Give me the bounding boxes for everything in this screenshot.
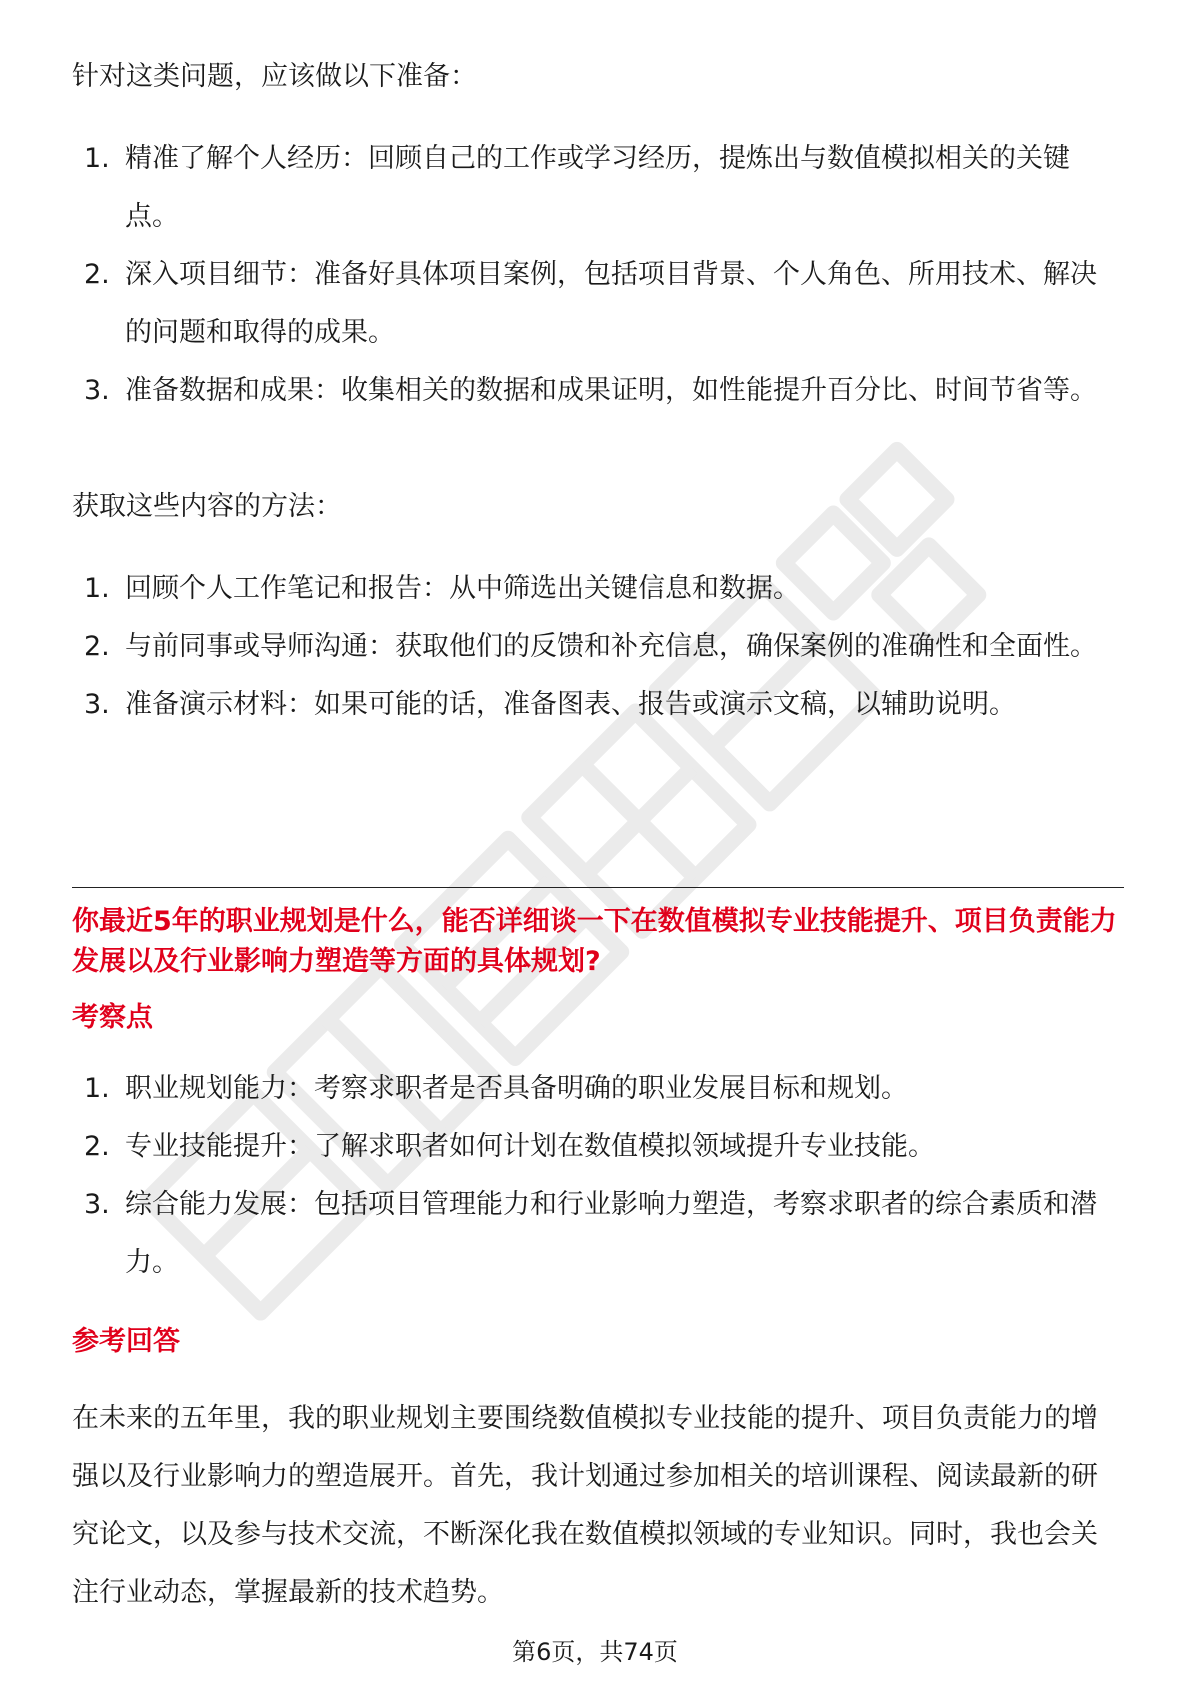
- exam-points-heading: 考察点: [72, 1002, 153, 1033]
- list-item: [72, 1060, 1122, 1118]
- list-item: [72, 676, 1122, 734]
- list-item-number: 3.: [84, 689, 110, 720]
- list-item-number: 3.: [84, 375, 110, 406]
- list-item-text: 回顾个人工作笔记和报告：从中筛选出关键信息和数据。: [125, 573, 800, 604]
- list-item-number: 3.: [84, 1189, 110, 1220]
- section-divider: [72, 887, 1124, 888]
- list-item-text: 深入项目细节：准备好具体项目案例，包括项目背景、个人角色、所用技术、解决的问题和取得的成果。: [125, 259, 1097, 348]
- list-item: [72, 130, 1122, 246]
- reference-heading: 参考回答: [72, 1326, 180, 1357]
- list-item-number: 2.: [84, 631, 110, 662]
- list-item-text: 准备数据和成果：收集相关的数据和成果证明，如性能提升百分比、时间节省等。: [125, 375, 1097, 406]
- list-item: [72, 560, 1122, 618]
- list-item-number: 2.: [84, 259, 110, 290]
- list-item-number: 1.: [84, 143, 110, 174]
- list-item: [72, 362, 1122, 420]
- document-page: [72, 0, 1122, 1684]
- exam-points-list: [72, 1060, 1122, 1292]
- section1-list: [72, 130, 1122, 420]
- section2-list: [72, 560, 1122, 734]
- list-item-number: 1.: [84, 573, 110, 604]
- list-item-text: 与前同事或导师沟通：获取他们的反馈和补充信息，确保案例的准确性和全面性。: [125, 631, 1097, 662]
- list-item-number: 1.: [84, 1073, 110, 1104]
- list-item-text: 精准了解个人经历：回顾自己的工作或学习经历，提炼出与数值模拟相关的关键点。: [125, 143, 1070, 232]
- list-item-text: 准备演示材料：如果可能的话，准备图表、报告或演示文稿，以辅助说明。: [125, 689, 1016, 720]
- list-item: [72, 1118, 1122, 1176]
- section2-intro: 获取这些内容的方法：: [72, 491, 342, 522]
- reference-paragraph: 在未来的五年里，我的职业规划主要围绕数值模拟专业技能的提升、项目负责能力的增强以及行业影响力的塑造展开。首先，我计划通过参加相关的培训课程、阅读最新的研究论文，以及参与技术交流，不断深化我在数值模拟领域的专业知识。同时，我也会关注行业动态，掌握最新的技术趋势。: [72, 1403, 1098, 1608]
- list-item: [72, 246, 1122, 362]
- section1-intro: 针对这类问题，应该做以下准备：: [72, 61, 477, 92]
- list-item-number: 2.: [84, 1131, 110, 1162]
- list-item: [72, 618, 1122, 676]
- list-item: [72, 1176, 1122, 1292]
- list-item-text: 综合能力发展：包括项目管理能力和行业影响力塑造，考察求职者的综合素质和潜力。: [125, 1189, 1097, 1278]
- list-item-text: 职业规划能力：考察求职者是否具备明确的职业发展目标和规划。: [125, 1073, 908, 1104]
- page-number: 第6页，共74页: [512, 1638, 678, 1666]
- list-item-text: 专业技能提升：了解求职者如何计划在数值模拟领域提升专业技能。: [125, 1131, 935, 1162]
- question-heading: 你最近5年的职业规划是什么，能否详细谈一下在数值模拟专业技能提升、项目负责能力发展以及行业影响力塑造等方面的具体规划?: [72, 906, 1117, 977]
